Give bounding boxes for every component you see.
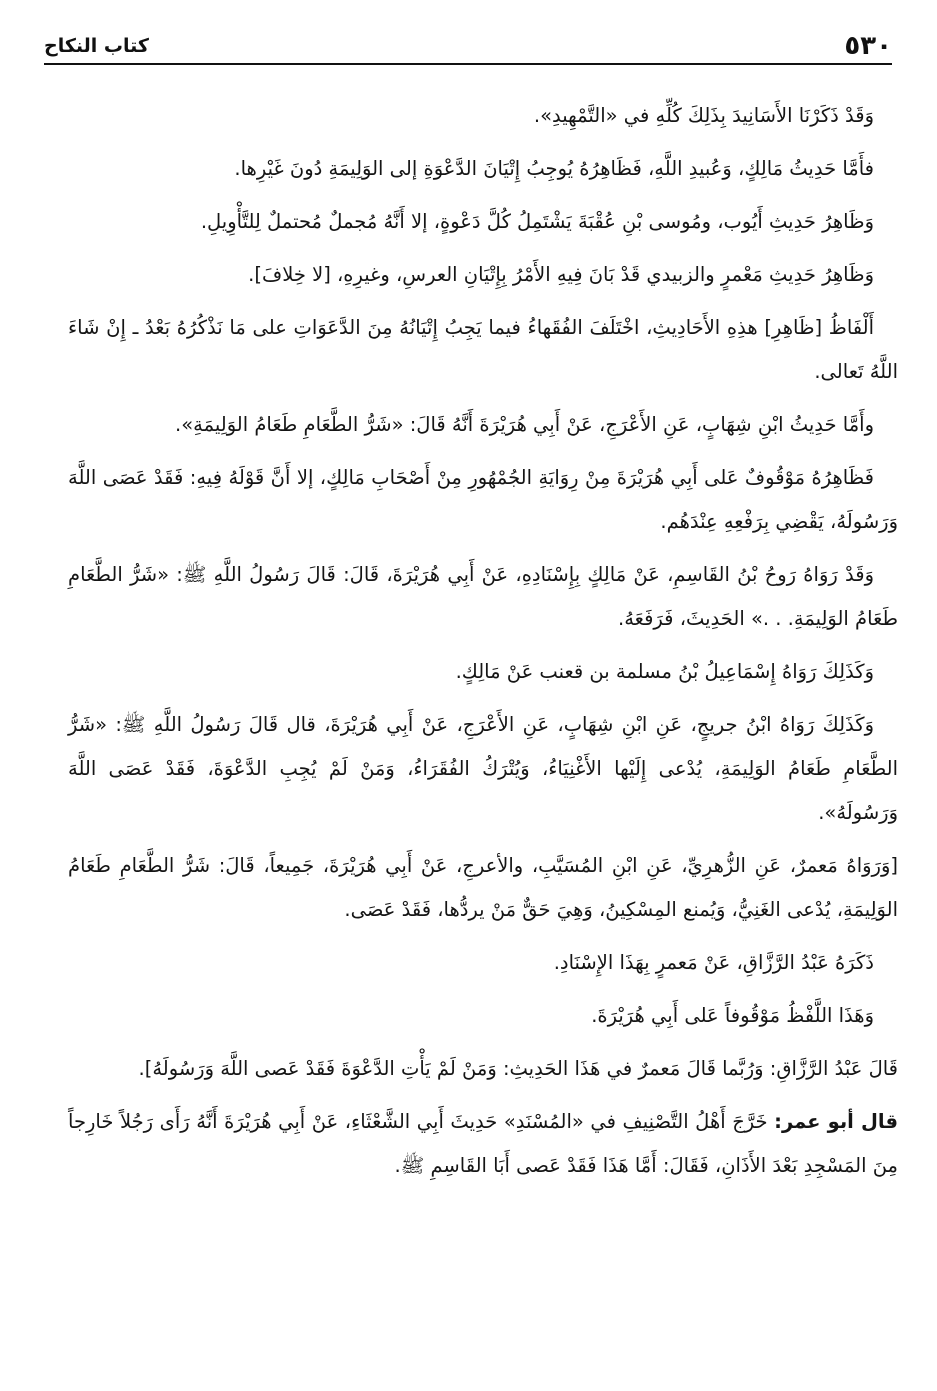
paragraph: وَظَاهِرُ حَدِيثِ أَيُوب، ومُوسى بْنِ عُقْبَةَ يَشْتَمِلُ كُلَّ دَعْوةٍ، إلا أَنَّهُ مُجملٌ مُحتملٌ لِلتَّأْوِيلِ. xyxy=(200,210,874,233)
paragraph: ذَكَرَهُ عَبْدُ الرَّزَّاقِ، عَنْ مَعمرٍ بِهَذَا الإِسْنَادِ. xyxy=(553,951,874,974)
paragraph: وَكَذَلِكَ رَوَاهُ ابْنُ جريجٍ، عَنِ ابْنِ شِهَابٍ، عَنِ الأَعْرَجِ، عَنْ أَبِي هُرَيْرَةَ، قال قَالَ رَسُولُ اللَّهِ ﷺ: «شَرُّ الطَّعَامِ طَعَامُ الوَلِيمَةِ، يُدْعى إِلَيْها الأَغْنِيَاءُ، وَيُتْرَكُ الفُقَرَاءُ، وَمَنْ لَمْ يُجِبِ الدَّعْوَةَ، فَقَدْ عَصَى اللَّهَ وَرَسُولَهُ». xyxy=(68,713,898,824)
paragraph: فَظَاهِرُهُ مَوْقُوفٌ عَلى أَبِي هُرَيْرَةَ مِنْ رِوَايَةِ الجُمْهُورِ مِنْ أَصْحَابِ مَالِكٍ، إلا أَنَّ قَوْلَهُ فِيهِ: فَقَدْ عَصَى اللَّهَ وَرَسُولَهُ، يَقْضِي بِرَفْعِهِ عِنْدَهُم. xyxy=(68,466,898,533)
paragraph: وأَمَّا حَدِيثُ ابْنِ شِهَابٍ، عَنِ الأَعْرَجِ، عَنْ أَبِي هُرَيْرَةَ أَنَّهُ قَالَ: «شَرُّ الطَّعَامِ طَعَامُ الوَلِيمَةِ». xyxy=(175,413,874,436)
body-text xyxy=(68,94,898,1197)
paragraph: وَهَذَا اللَّفْظُ مَوْقُوفاً عَلى أَبِي هُرَيْرَةَ. xyxy=(591,1004,874,1027)
paragraph-lead: قال أبو عمر: xyxy=(774,1110,898,1133)
paragraph: وَقَدْ رَوَاهُ رَوحُ بْنُ القَاسِمِ، عَنْ مَالِكٍ بِإِسْنَادِهِ، عَنْ أَبِي هُرَيْرَةَ، قَالَ: قَالَ رَسُولُ اللَّهِ ﷺ: «شَرُّ الطَّعَامِ طَعَامُ الوَلِيمَةِ. . .» الحَدِيثَ، فَرَفَعَهُ. xyxy=(68,563,898,630)
paragraph: وَكَذَلِكَ رَوَاهُ إِسْمَاعِيلُ بْنُ مسلمة بن قعنب عَنْ مَالِكٍ. xyxy=(455,660,874,683)
paragraph: قَالَ عَبْدُ الرَّزَّاقِ: وَرُبَّما قَالَ مَعمرٌ في هَذَا الحَدِيثِ: وَمَنْ لَمْ يَأْتِ الدَّعْوَةَ فَقَدْ عَصى اللَّهَ وَرَسُولَهُ]. xyxy=(138,1057,898,1080)
paragraph: فأَمَّا حَدِيثُ مَالِكٍ، وَعُبيدِ اللَّهِ، فَظَاهِرُهُ يُوجِبُ إِتْيَانَ الدَّعْوَةِ إلى الوَلِيمَةِ دُونَ غَيْرِها. xyxy=(234,157,874,180)
paragraph: أَلْفَاظُ [ظَاهِرِ] هذِهِ الأَحَادِيثِ، اخْتَلَفَ الفُقَهاءُ فيما يَجِبُ إِتْيَانُهُ مِنَ الدَّعَوَاتِ على مَا نَذْكُرُهُ بَعْدُ ـ إِنْ شَاءَ اللَّهُ تَعالى. xyxy=(68,316,898,383)
page-number: ٥٣٠ xyxy=(844,31,892,61)
paragraph: قال أبو عمر: خَرَّجَ أَهْلُ التَّصْنِيفِ في «المُسْنَدِ» حَدِيثَ أَبِي الشَّعْثَاءِ، عَنْ أَبِي هُرَيْرَةَ أَنَّهُ رَأَى رَجُلاً خَارِجاً مِنَ المَسْجِدِ بَعْدَ الأَذَانِ، فَقَالَ: أَمَّا هَذَا فَقَدْ عَصى أَبَا القَاسِمِ ﷺ. xyxy=(68,1110,898,1177)
paragraph: وَقَدْ ذَكَرْنَا الأَسَانِيدَ بِذَلِكَ كُلِّهِ في «التَّمْهِيدِ». xyxy=(533,104,874,127)
paragraph: وَظَاهِرُ حَدِيثِ مَعْمرٍ والزبيدي قَدْ بَانَ فِيهِ الأَمْرُ بِإِتْيَانِ العرسِ، وغيرِهِ، [لا خِلافَ]. xyxy=(248,263,874,286)
paragraph: [وَرَوَاهُ مَعمرٌ، عَنِ الزُّهرِيِّ، عَنِ ابْنِ المُسَيَّبِ، والأعرجِ، عَنْ أَبِي هُرَيْرَةَ، جَمِيعاً، قَالَ: شَرُّ الطَّعَامِ طَعَامُ الوَلِيمَةِ، يُدْعى الغَنِيُّ، وَيُمنع المِسْكِينُ، وَهِيَ حَقٌّ مَنْ يردُّها، فَقَدْ عَصَى. xyxy=(68,854,898,921)
running-title: كتاب النكاح xyxy=(44,35,149,57)
page-header xyxy=(44,28,892,64)
header-rule xyxy=(44,63,892,65)
